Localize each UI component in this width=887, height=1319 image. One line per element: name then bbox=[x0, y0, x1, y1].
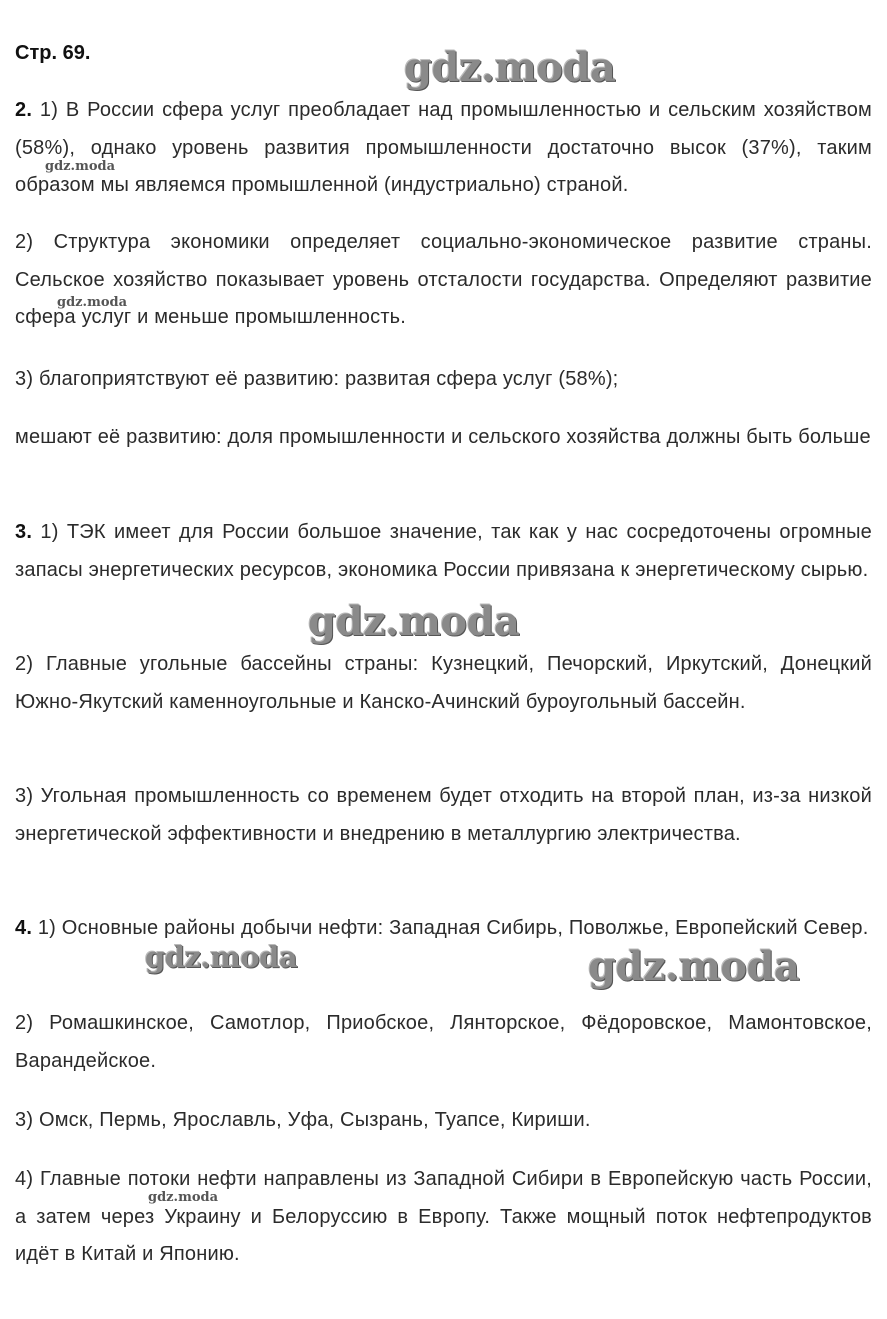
watermark-logo: gdz.moda bbox=[57, 295, 128, 310]
section-number-4: 4. bbox=[15, 917, 33, 939]
paragraph-text: 1) Основные районы добычи нефти: Западная Сибирь, Поволжье, Европейский Север. bbox=[37, 917, 869, 939]
watermark-logo: gdz.moda bbox=[588, 943, 800, 990]
paragraph-3-2: 2) Главные угольные бассейны страны: Кузнецкий, Печорский, Иркутский, Донецкий Южно-Якутский каменноугольные и Канско-Ачинский буроугольный бассейн. bbox=[15, 653, 872, 713]
paragraph-4-3: 3) Омск, Пермь, Ярославль, Уфа, Сызрань, Туапсе, Кириши. bbox=[15, 1109, 591, 1131]
watermark-logo: gdz.moda bbox=[148, 1190, 219, 1205]
page-title: Стр. 69. bbox=[15, 42, 91, 64]
paragraph-4-4: 4) Главные потоки нефти направлены из Западной Сибири в Европейскую часть России, а затем через Украину и Белоруссию в Европу. Также мощный поток нефтепродуктов идёт в Китай и Японию. bbox=[15, 1168, 872, 1265]
watermark-logo: gdz.moda bbox=[145, 940, 298, 974]
paragraph-2-3: 3) благоприятствуют её развитию: развитая сфера услуг (58%); bbox=[15, 368, 619, 390]
watermark-logo: gdz.moda bbox=[45, 159, 116, 174]
paragraph-4-2: 2) Ромашкинское, Самотлор, Приобское, Лянторское, Фёдоровское, Мамонтовское, Варандейское. bbox=[15, 1012, 872, 1072]
paragraph-4-1 bbox=[15, 910, 872, 948]
paragraph-text: 1) ТЭК имеет для России большое значение, так как у нас сосредоточены огромные запасы энергетических ресурсов, экономика России привязана к энергетическому сырью. bbox=[15, 521, 872, 581]
section-number-2: 2. bbox=[15, 99, 33, 121]
watermark-logo: gdz.moda bbox=[404, 44, 616, 91]
paragraph-3-3: 3) Угольная промышленность со временем будет отходить на второй план, из-за низкой энергетической эффективности и внедрению в металлургию электричества. bbox=[15, 785, 872, 845]
paragraph-2-4: мешают её развитию: доля промышленности и сельского хозяйства должны быть больше bbox=[15, 426, 871, 448]
section-number-3: 3. bbox=[15, 521, 33, 543]
paragraph-3-1 bbox=[15, 514, 872, 589]
paragraph-text: 1) В России сфера услуг преобладает над промышленностью и сельским хозяйством (58%), однако уровень развития промышленности достаточно высок (37%), таким образом мы являемся промышленной (индустриально) страной. bbox=[15, 99, 872, 196]
paragraph-2-2: 2) Структура экономики определяет социально-экономическое развитие страны. Сельское хозяйство показывает уровень отсталости государства. Определяют развитие сфера услуг и меньше промышленность. bbox=[15, 231, 872, 328]
paragraph-2-1 bbox=[15, 92, 872, 205]
watermark-logo: gdz.moda bbox=[308, 598, 520, 645]
